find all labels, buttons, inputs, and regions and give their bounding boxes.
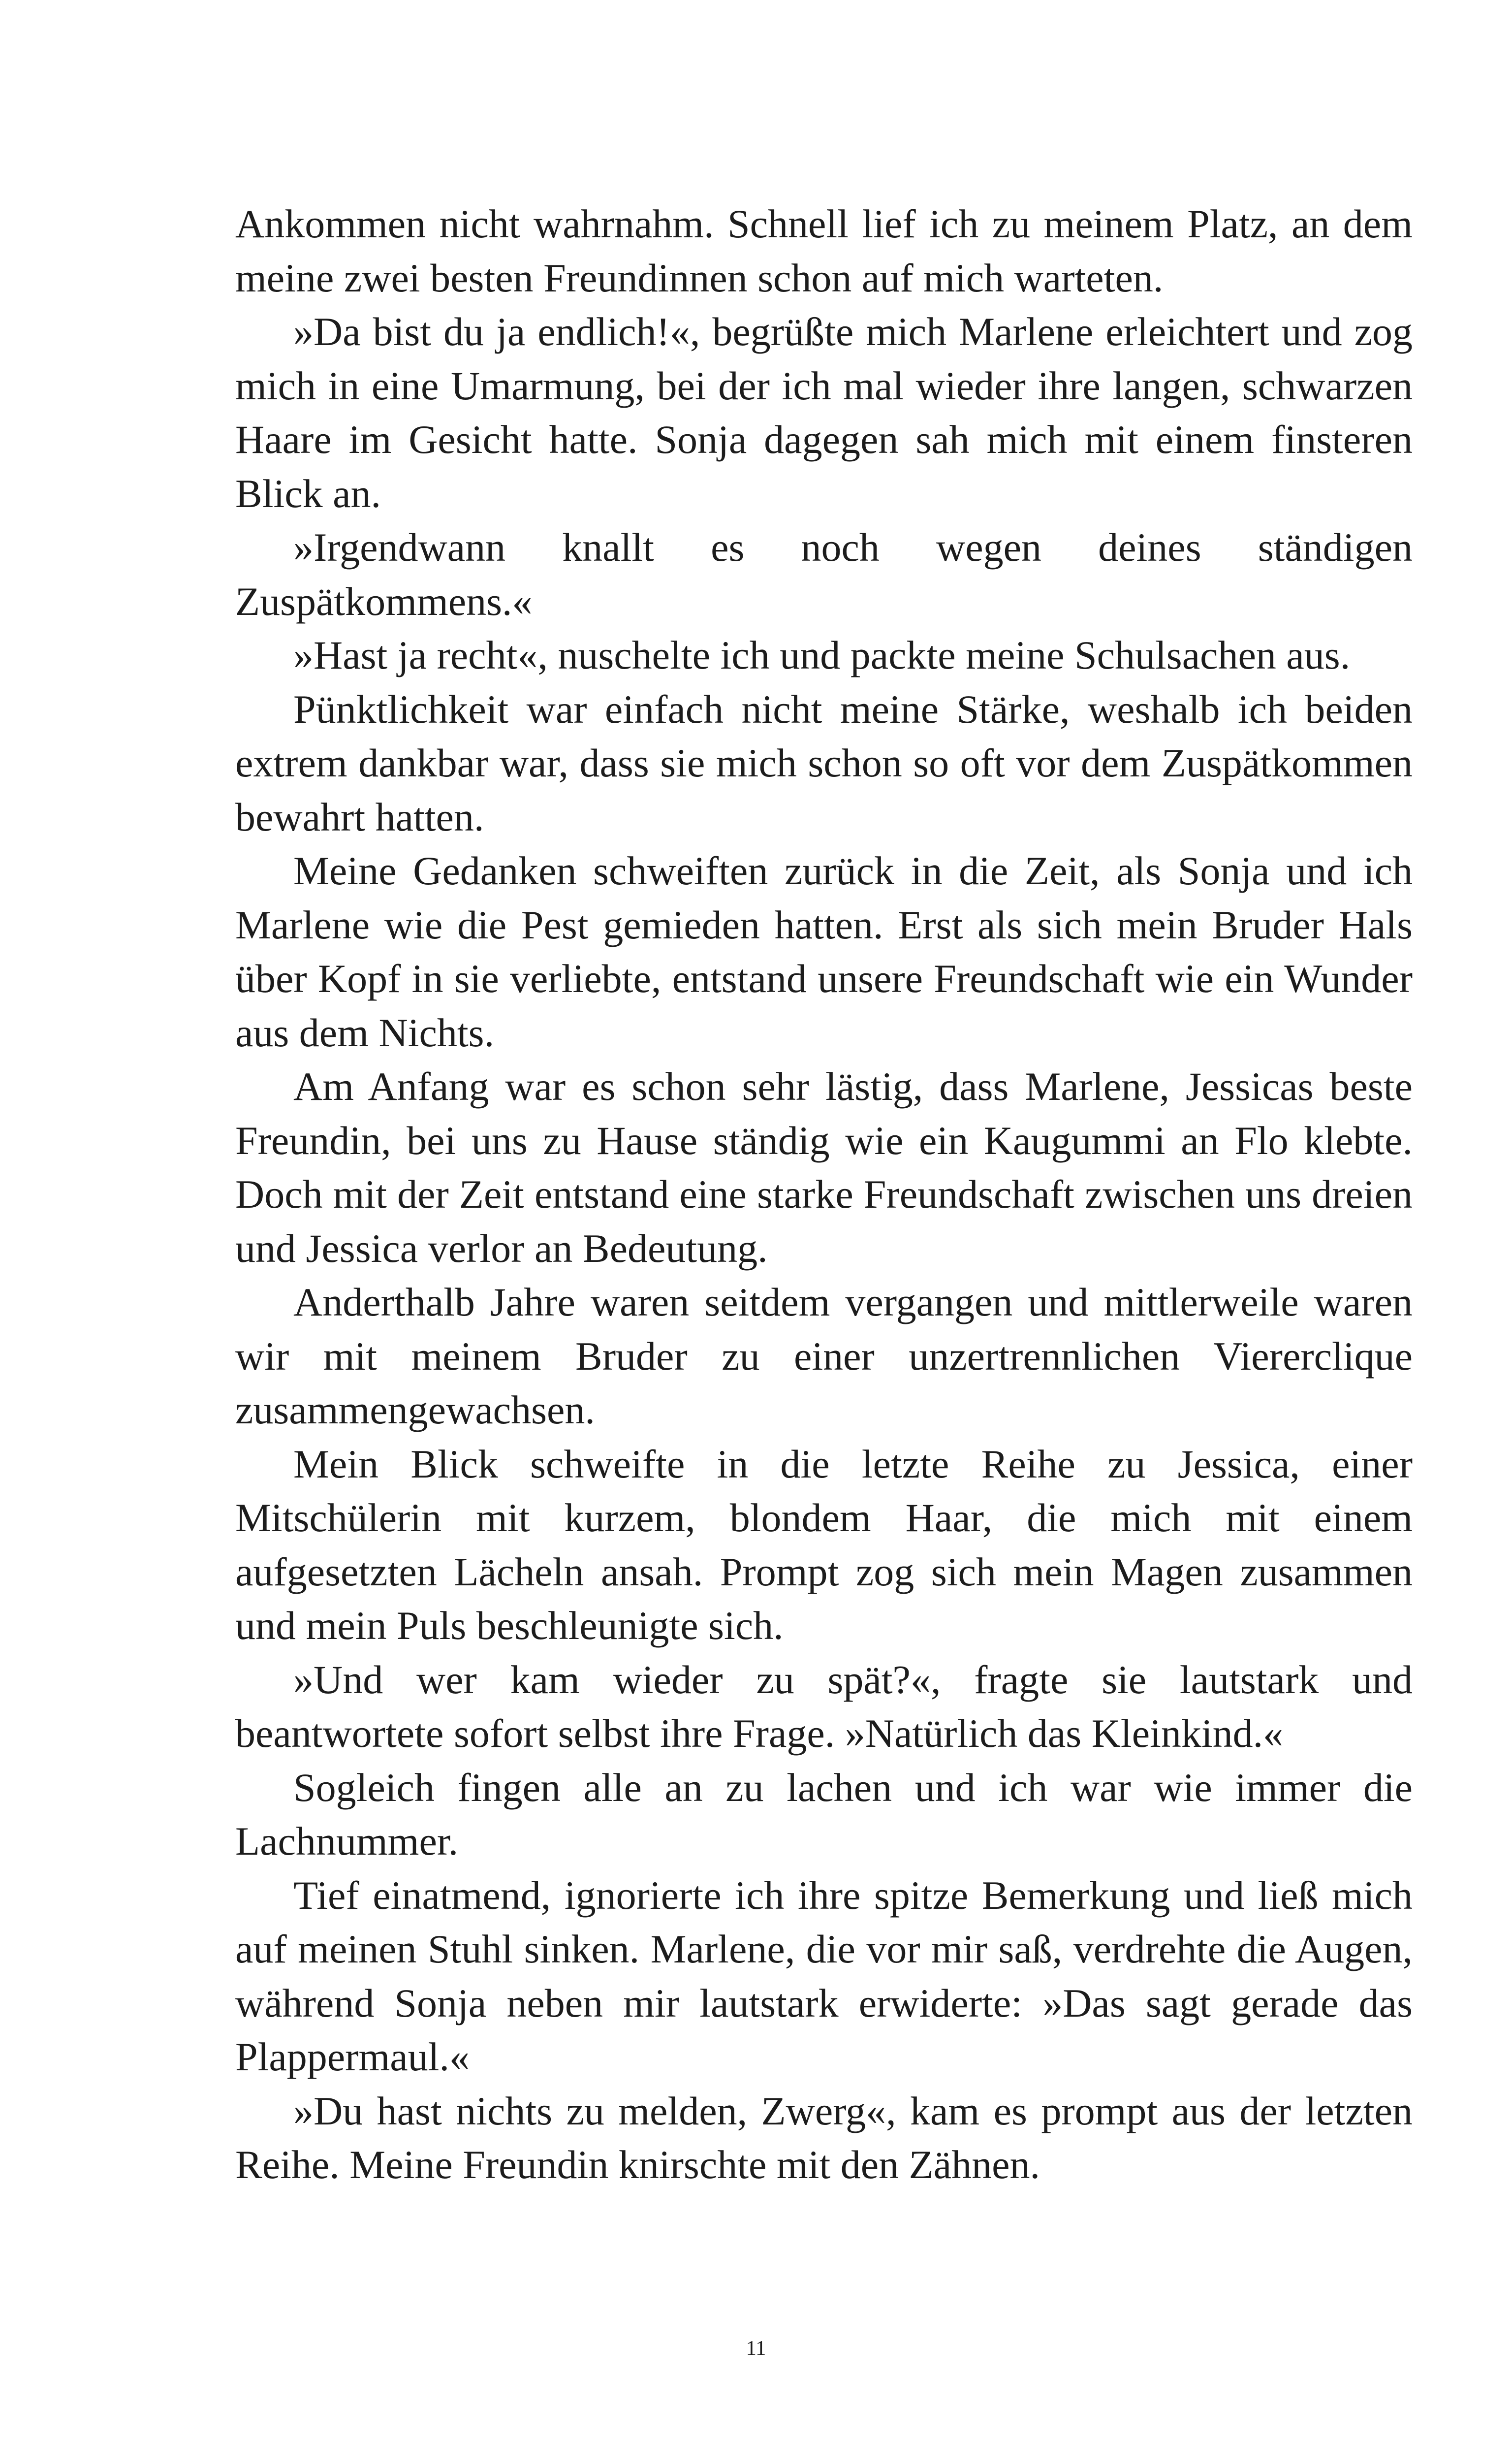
- paragraph: »Und wer kam wieder zu spät?«, fragte sie lautstark und beantwortete sofort selbst ihre Frage. »Natürlich das Kleinkind.«: [235, 1657, 1413, 1756]
- paragraph: »Du hast nichts zu melden, Zwerg«, kam es prompt aus der letzten Reihe. Meine Freundin knirschte mit den Zähnen.: [235, 2088, 1413, 2187]
- paragraph: Ankommen nicht wahrnahm. Schnell lief ich zu meinem Platz, an dem meine zwei besten Freundinnen schon auf mich warteten.: [235, 201, 1413, 300]
- paragraph: »Hast ja recht«, nuschelte ich und packte meine Schulsachen aus.: [293, 633, 1351, 677]
- paragraph: Sogleich fingen alle an zu lachen und ich war wie immer die Lachnummer.: [235, 1765, 1413, 1864]
- paragraph: Pünktlichkeit war einfach nicht meine Stärke, weshalb ich beiden extrem dankbar war, dass sie mich schon so oft vor dem Zuspätkommen bewahrt hatten.: [235, 686, 1413, 839]
- paragraph: Mein Blick schweifte in die letzte Reihe zu Jessica, einer Mitschülerin mit kurzem, blondem Haar, die mich mit einem aufgesetzten Lächeln ansah. Prompt zog sich mein Magen zusammen und mein Puls beschleunigte sich.: [235, 1441, 1413, 1648]
- paragraph: Meine Gedanken schweiften zurück in die Zeit, als Sonja und ich Marlene wie die Pest gemieden hatten. Erst als sich mein Bruder Hals über Kopf in sie verliebte, entstand unsere Freundschaft wie ein Wunder aus dem Nichts.: [235, 848, 1413, 1055]
- body-text: [235, 197, 1413, 2192]
- page-number: 11: [746, 2337, 766, 2360]
- paragraph: Anderthalb Jahre waren seitdem vergangen und mittlerweile waren wir mit meinem Bruder zu einer unzertrennlichen Viererclique zusammengewachsen.: [235, 1280, 1413, 1432]
- paragraph: »Irgendwann knallt es noch wegen deines ständigen Zuspätkommens.«: [235, 525, 1413, 624]
- paragraph: Am Anfang war es schon sehr lästig, dass Marlene, Jessicas beste Freundin, bei uns zu Hause ständig wie ein Kaugummi an Flo klebte. Doch mit der Zeit entstand eine starke Freundschaft zwischen uns dreien und Jessica verlor an Bedeutung.: [235, 1064, 1413, 1271]
- paragraph: Tief einatmend, ignorierte ich ihre spitze Bemerkung und ließ mich auf meinen Stuhl sinken. Marlene, die vor mir saß, verdrehte die Augen, während Sonja neben mir lautstark erwiderte: »Das sagt gerade das Plappermaul.«: [235, 1872, 1413, 2079]
- paragraph: »Da bist du ja endlich!«, begrüßte mich Marlene erleichtert und zog mich in eine Umarmung, bei der ich mal wieder ihre langen, schwarzen Haare im Gesicht hatte. Sonja dagegen sah mich mit einem finsteren Blick an.: [235, 309, 1413, 516]
